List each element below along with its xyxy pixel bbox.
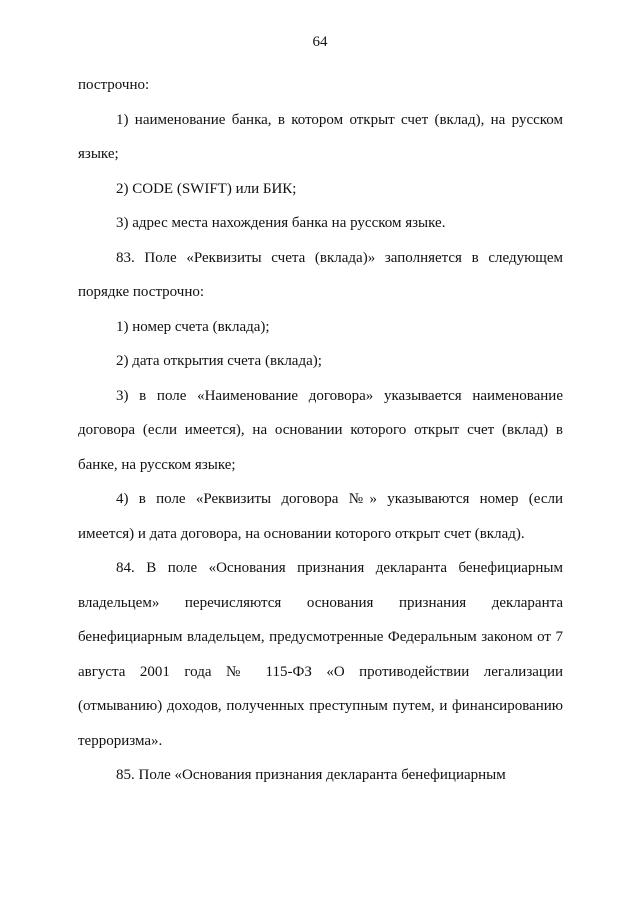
- paragraph-85: 85. Поле «Основания признания декларанта бенефициарным: [116, 767, 506, 783]
- paragraph-83: 83. Поле «Реквизиты счета (вклада)» заполняется в следующем порядке построчно:: [78, 249, 563, 300]
- paragraph-opening-date: 2) дата открытия счета (вклада);: [116, 353, 322, 369]
- paragraph-bank-address: 3) адрес места нахождения банка на русском языке.: [116, 215, 446, 231]
- paragraph-contract-details: 4) в поле «Реквизиты договора №» указываются номер (если имеется) и дата договора, на основании которого открыт счет (вклад).: [78, 491, 563, 542]
- paragraph-84: 84. В поле «Основания признания декларанта бенефициарным владельцем» перечисляются основания признания декларанта бенефициарным владельцем, предусмотренные Федеральным законом от 7 августа 2001 года № 115-ФЗ «О противодействии легализации (отмыванию) доходов, полученных преступным путем, и финансированию терроризма».: [78, 560, 563, 749]
- paragraph-account-number: 1) номер счета (вклада);: [116, 318, 270, 335]
- paragraph-swift-bik: 2) CODE (SWIFT) или БИК;: [116, 180, 297, 197]
- paragraph-contract-name: 3) в поле «Наименование договора» указывается наименование договора (если имеется), на основании которого открыт счет (вклад) в банке, на русском языке;: [78, 387, 563, 473]
- document-body: [78, 68, 563, 793]
- page-number: 64: [312, 34, 328, 50]
- paragraph-continuation: построчно:: [78, 77, 150, 93]
- paragraph-bank-name: 1) наименование банка, в котором открыт счет (вклад), на русском языке;: [78, 111, 563, 162]
